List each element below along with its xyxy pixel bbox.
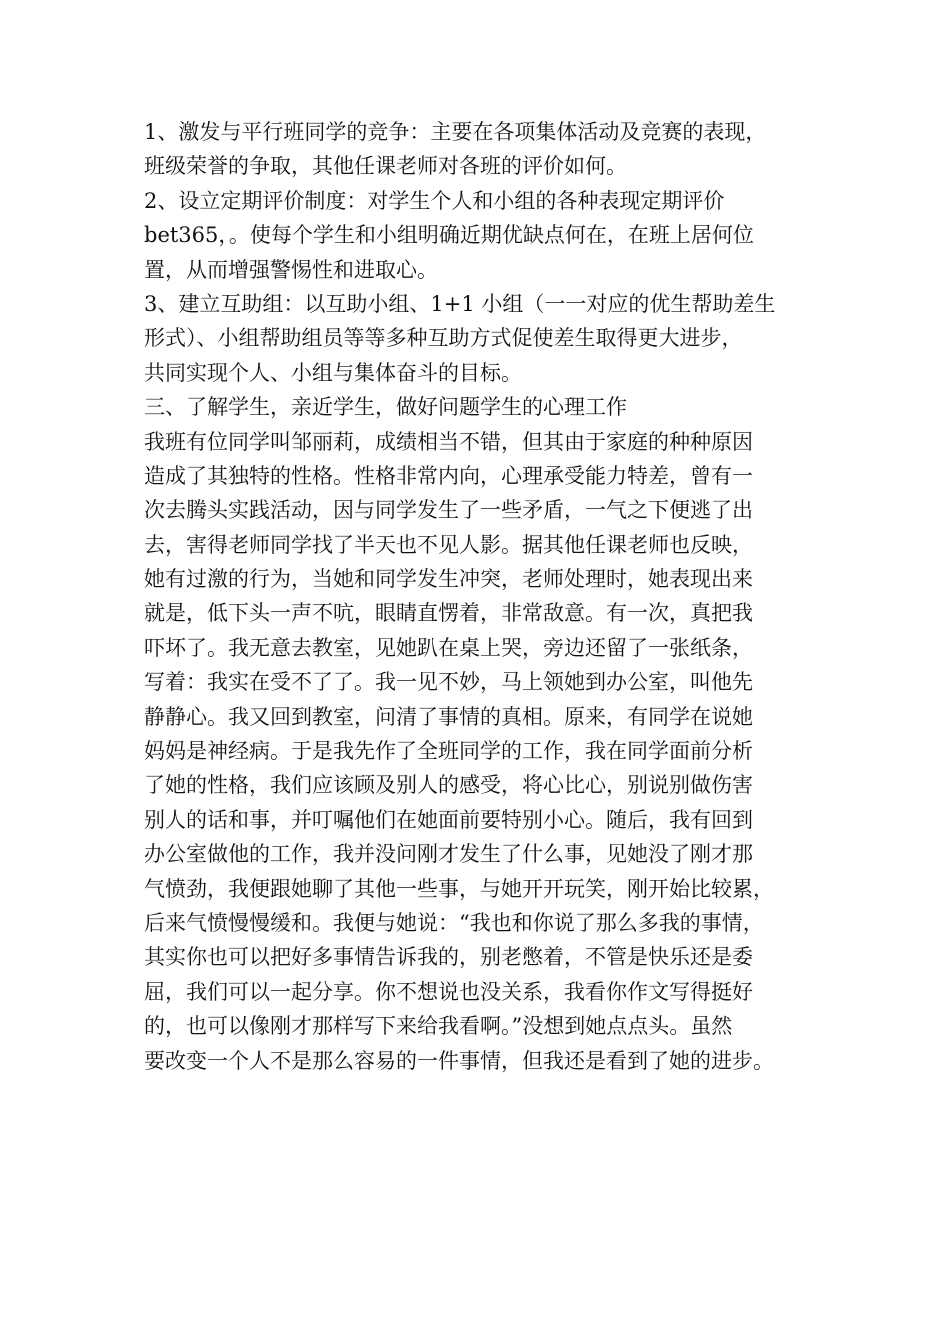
text-line: 的，也可以像刚才那样写下来给我看啊。”没想到她点点头。虽然	[144, 1014, 733, 1039]
text-line: bet365，。使每个学生和小组明确近期优缺点何在，在班上居何位	[144, 223, 754, 248]
text-line: 共同实现个人、小组与集体奋斗的目标。	[144, 360, 522, 385]
text-line: 1、激发与平行班同学的竞争：主要在各项集体活动及竞赛的表现，	[144, 120, 767, 144]
text-line: 后来气愤慢慢缓和。我便与她说：“我也和你说了那么多我的事情，	[144, 910, 764, 935]
text-line: 办公室做他的工作，我并没问刚才发生了什么事，见她没了刚才那	[144, 842, 753, 867]
text-line: 吓坏了。我无意去教室，见她趴在桌上哭，旁边还留了一张纸条，	[144, 635, 753, 660]
body-text	[144, 115, 824, 1078]
text-line: 写着：我实在受不了了。我一见不妙，马上领她到办公室，叫他先	[144, 670, 753, 695]
text-line: 去，害得老师同学找了半天也不见人影。据其他任课老师也反映，	[144, 532, 753, 557]
text-line: 置，从而增强警惕性和进取心。	[144, 257, 438, 282]
text-line: 气愤劲，我便跟她聊了其他一些事，与她开开玩笑，刚开始比较累，	[144, 876, 774, 901]
text-line: 妈妈是神经病。于是我先作了全班同学的工作，我在同学面前分析	[144, 739, 753, 764]
text-line: 形式）、小组帮助组员等等多种互助方式促使差生取得更大进步，	[144, 326, 743, 351]
text-line: 2、设立定期评价制度：对学生个人和小组的各种表现定期评价	[144, 188, 725, 213]
text-line: 静静心。我又回到教室，问清了事情的真相。原来，有同学在说她	[144, 704, 753, 729]
text-line: 屈，我们可以一起分享。你不想说也没关系，我看你作文写得挺好	[144, 979, 753, 1004]
text-line: 她有过激的行为，当她和同学发生冲突，老师处理时，她表现出来	[144, 567, 753, 592]
text-line: 了她的性格，我们应该顾及别人的感受，将心比心，别说别做伤害	[144, 773, 753, 798]
text-line: 造成了其独特的性格。性格非常内向，心理承受能力特差，曾有一	[144, 463, 753, 488]
text-line: 3、建立互助组：以互助小组、1+1 小组（一一对应的优生帮助差生	[144, 291, 776, 316]
text-line: 次去腾头实践活动，因与同学发生了一些矛盾，一气之下便逃了出	[144, 498, 753, 523]
section-heading: 三、了解学生，亲近学生，做好问题学生的心理工作	[144, 395, 627, 420]
text-line: 其实你也可以把好多事情告诉我的，别老憋着，不管是快乐还是委	[144, 945, 753, 970]
text-line: 要改变一个人不是那么容易的一件事情，但我还是看到了她的进步。	[144, 1048, 774, 1073]
text-line: 我班有位同学叫邹丽莉，成绩相当不错，但其由于家庭的种种原因	[144, 429, 753, 454]
text-line: 别人的话和事，并叮嘱他们在她面前要特别小心。随后，我有回到	[144, 807, 753, 832]
text-line: 班级荣誉的争取，其他任课老师对各班的评价如何。	[144, 154, 627, 179]
text-line: 就是，低下头一声不吭，眼睛直愣着，非常敌意。有一次，真把我	[144, 601, 753, 626]
